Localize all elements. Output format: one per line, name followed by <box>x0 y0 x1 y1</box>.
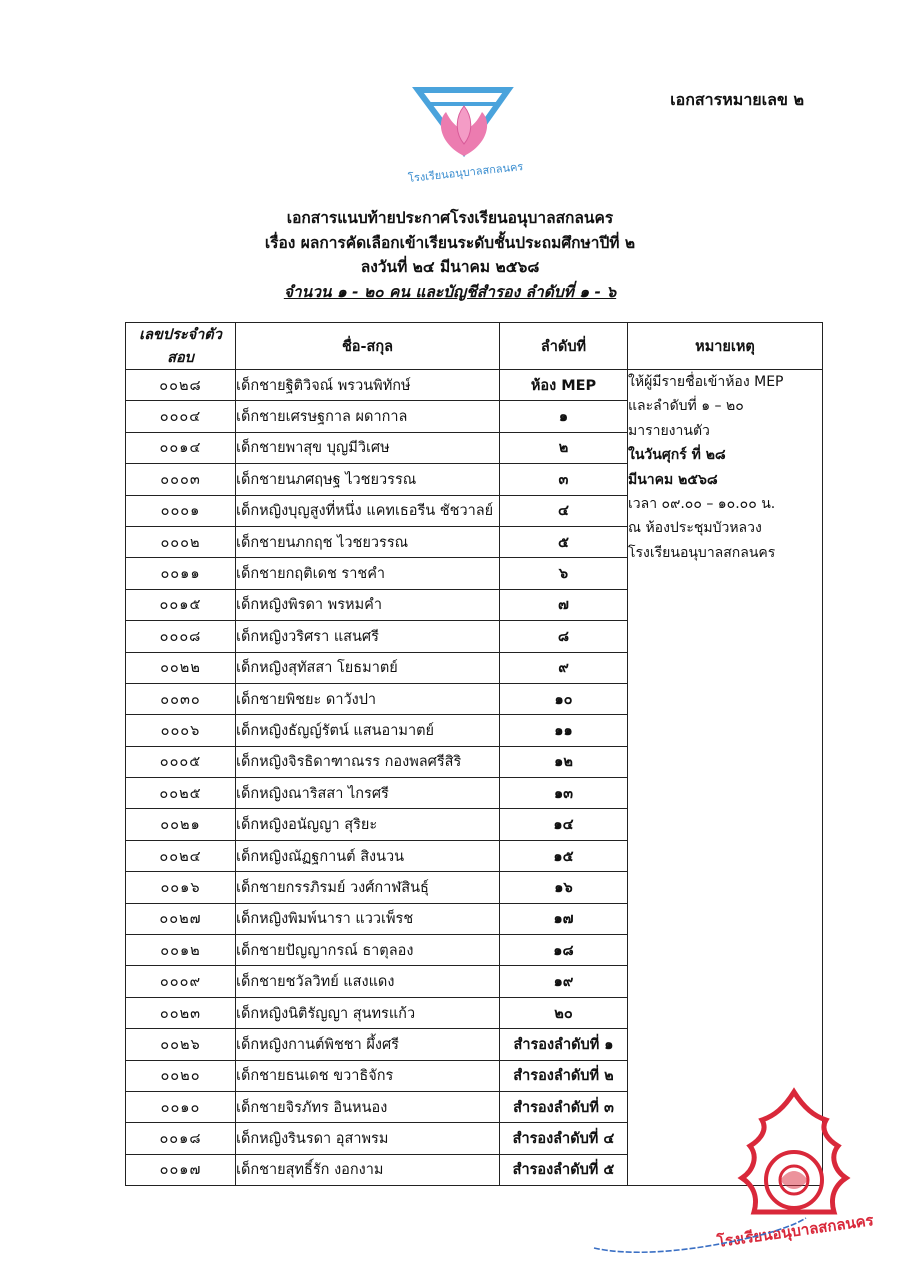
student-name-cell: เด็กชายธนเดช ขวาธิจักร <box>236 1060 500 1091</box>
header-note: หมายเหตุ <box>628 323 823 370</box>
exam-id-cell: ๐๐๐๙ <box>126 966 236 997</box>
exam-id-cell: ๐๐๐๑ <box>126 495 236 526</box>
student-name-cell: เด็กหญิงรินรดา อุสาพรม <box>236 1123 500 1154</box>
rank-cell: ๑๐ <box>500 683 628 714</box>
note-line: มีนาคม ๒๕๖๘ <box>628 471 718 488</box>
results-table <box>125 322 823 1186</box>
exam-id-cell: ๐๐๒๘ <box>126 370 236 401</box>
rank-cell: ๑๔ <box>500 809 628 840</box>
student-name-cell: เด็กชายจิรภัทร อินหนอง <box>236 1091 500 1122</box>
table-header-row <box>126 323 823 370</box>
signature-stroke <box>590 1212 810 1257</box>
note-line: ณ ห้องประชุมบัวหลวง <box>628 520 762 537</box>
exam-id-cell: ๐๐๑๘ <box>126 1123 236 1154</box>
rank-cell: ๑๘ <box>500 935 628 966</box>
exam-id-cell: ๐๐๑๐ <box>126 1091 236 1122</box>
note-line: และลำดับที่ ๑ – ๒๐ <box>628 398 744 415</box>
rank-cell: สำรองลำดับที่ ๑ <box>500 1029 628 1060</box>
rank-cell: ๕ <box>500 526 628 557</box>
exam-id-cell: ๐๐๑๖ <box>126 872 236 903</box>
rank-cell: ๑๙ <box>500 966 628 997</box>
rank-cell: ห้อง MEP <box>500 370 628 401</box>
exam-id-cell: ๐๐๑๔ <box>126 432 236 463</box>
student-name-cell: เด็กชายนภศฤษฐ ไวชยวรรณ <box>236 464 500 495</box>
student-name-cell: เด็กหญิงสุทัสสา โยธมาตย์ <box>236 652 500 683</box>
student-name-cell: เด็กชายฐิติวิจณ์ พรวนพิทักษ์ <box>236 370 500 401</box>
rank-cell: ๗ <box>500 589 628 620</box>
student-name-cell: เด็กชายเศรษฐกาล ผดากาล <box>236 401 500 432</box>
note-line: โรงเรียนอนุบาลสกลนคร <box>628 544 776 561</box>
rank-cell: ๙ <box>500 652 628 683</box>
rank-cell: ๑ <box>500 401 628 432</box>
rank-cell: ๑๖ <box>500 872 628 903</box>
student-name-cell: เด็กหญิงนิติรัญญา สุนทรแก้ว <box>236 997 500 1028</box>
exam-id-cell: ๐๐๑๒ <box>126 935 236 966</box>
logo-text: โรงเรียนอนุบาลสกลนคร <box>407 160 524 186</box>
note-line: ในวันศุกร์ ที่ ๒๘ <box>628 447 726 464</box>
rank-cell: สำรองลำดับที่ ๕ <box>500 1154 628 1185</box>
table-body <box>126 370 823 1186</box>
rank-cell: สำรองลำดับที่ ๓ <box>500 1091 628 1122</box>
exam-id-cell: ๐๐๐๖ <box>126 715 236 746</box>
rank-cell: ๑๑ <box>500 715 628 746</box>
student-name-cell: เด็กหญิงกานต์พิชชา ผึ้งศรี <box>236 1029 500 1060</box>
rank-cell: ๓ <box>500 464 628 495</box>
rank-cell: สำรองลำดับที่ ๒ <box>500 1060 628 1091</box>
exam-id-cell: ๐๐๐๒ <box>126 526 236 557</box>
exam-id-cell: ๐๐๒๕ <box>126 778 236 809</box>
rank-cell: ๑๓ <box>500 778 628 809</box>
exam-id-cell: ๐๐๒๑ <box>126 809 236 840</box>
student-name-cell: เด็กหญิงณัฏฐกานต์ สิงนวน <box>236 840 500 871</box>
student-name-cell: เด็กชายชวัลวิทย์ แสงแดง <box>236 966 500 997</box>
student-name-cell: เด็กชายพิชยะ ดาวังปา <box>236 683 500 714</box>
heading-subject: เรื่อง ผลการคัดเลือกเข้าเรียนระดับชั้นประถมศึกษาปีที่ ๒ <box>264 233 636 252</box>
rank-cell: ๔ <box>500 495 628 526</box>
student-name-cell: เด็กหญิงจิรธิดาฑาณรร กองพลศรีสิริ <box>236 746 500 777</box>
student-name-cell: เด็กชายกฤติเดช ราชคำ <box>236 558 500 589</box>
exam-id-cell: ๐๐๐๕ <box>126 746 236 777</box>
header-name: ชื่อ-สกุล <box>236 323 500 370</box>
heading-title: เอกสารแนบท้ายประกาศโรงเรียนอนุบาลสกลนคร <box>286 209 614 227</box>
rank-cell: ๑๗ <box>500 903 628 934</box>
heading-date: ลงวันที่ ๒๔ มีนาคม ๒๕๖๘ <box>360 258 540 276</box>
student-name-cell: เด็กชายนภกฤช ไวชยวรรณ <box>236 526 500 557</box>
note-cell <box>628 370 823 1186</box>
student-name-cell: เด็กชายพาสุข บุญมีวิเศษ <box>236 432 500 463</box>
rank-cell: ๑๕ <box>500 840 628 871</box>
student-name-cell: เด็กหญิงบุญสูงที่หนึ่ง แคทเธอรีน ชัชวาลย์ <box>236 495 500 526</box>
rank-cell: ๒๐ <box>500 997 628 1028</box>
exam-id-cell: ๐๐๒๓ <box>126 997 236 1028</box>
exam-id-cell: ๐๐๒๐ <box>126 1060 236 1091</box>
exam-id-cell: ๐๐๐๘ <box>126 621 236 652</box>
student-name-cell: เด็กชายปัญญากรณ์ ธาตุลอง <box>236 935 500 966</box>
exam-id-cell: ๐๐๒๖ <box>126 1029 236 1060</box>
exam-id-cell: ๐๐๒๒ <box>126 652 236 683</box>
seal-text: โรงเรียนอนุบาลสกลนคร <box>715 1211 875 1251</box>
student-name-cell: เด็กชายกรรภิรมย์ วงศ์กาฬสินธุ์ <box>236 872 500 903</box>
document-number: เอกสารหมายเลข ๒ <box>670 90 804 109</box>
exam-id-cell: ๐๐๐๓ <box>126 464 236 495</box>
student-name-cell: เด็กหญิงวริศรา แสนศรี <box>236 621 500 652</box>
student-name-cell: เด็กหญิงธัญญ์รัตน์ แสนอามาตย์ <box>236 715 500 746</box>
heading-quota: จำนวน ๑ - ๒๐ คน และบัญชีสำรอง ลำดับที่ ๑ - ๖ <box>283 282 617 301</box>
student-name-cell: เด็กหญิงพิมพ์นารา แววเพ็รช <box>236 903 500 934</box>
note-line: ให้ผู้มีรายชื่อเข้าห้อง MEP <box>628 374 784 390</box>
rank-cell: ๑๒ <box>500 746 628 777</box>
rank-cell: ๒ <box>500 432 628 463</box>
exam-id-cell: ๐๐๐๔ <box>126 401 236 432</box>
student-name-cell: เด็กหญิงอนัญญา สุริยะ <box>236 809 500 840</box>
note-line: เวลา ๐๙.๐๐ – ๑๐.๐๐ น. <box>628 496 776 513</box>
rank-cell: ๘ <box>500 621 628 652</box>
exam-id-cell: ๐๐๓๐ <box>126 683 236 714</box>
document-heading <box>0 206 900 304</box>
header-rank: ลำดับที่ <box>500 323 628 370</box>
school-logo <box>400 82 530 192</box>
note-line: มารายงานตัว <box>628 422 710 439</box>
student-name-cell: เด็กหญิงณาริสสา ไกรศรี <box>236 778 500 809</box>
exam-id-cell: ๐๐๒๔ <box>126 840 236 871</box>
rank-cell: ๖ <box>500 558 628 589</box>
table-row <box>126 370 823 401</box>
exam-id-cell: ๐๐๑๑ <box>126 558 236 589</box>
exam-id-cell: ๐๐๑๗ <box>126 1154 236 1185</box>
exam-id-cell: ๐๐๒๗ <box>126 903 236 934</box>
exam-id-cell: ๐๐๑๕ <box>126 589 236 620</box>
rank-cell: สำรองลำดับที่ ๔ <box>500 1123 628 1154</box>
header-exam-id: เลขประจำตัวสอบ <box>126 323 236 370</box>
student-name-cell: เด็กชายสุทธิ์รัก งอกงาม <box>236 1154 500 1185</box>
student-name-cell: เด็กหญิงพิรดา พรหมคำ <box>236 589 500 620</box>
